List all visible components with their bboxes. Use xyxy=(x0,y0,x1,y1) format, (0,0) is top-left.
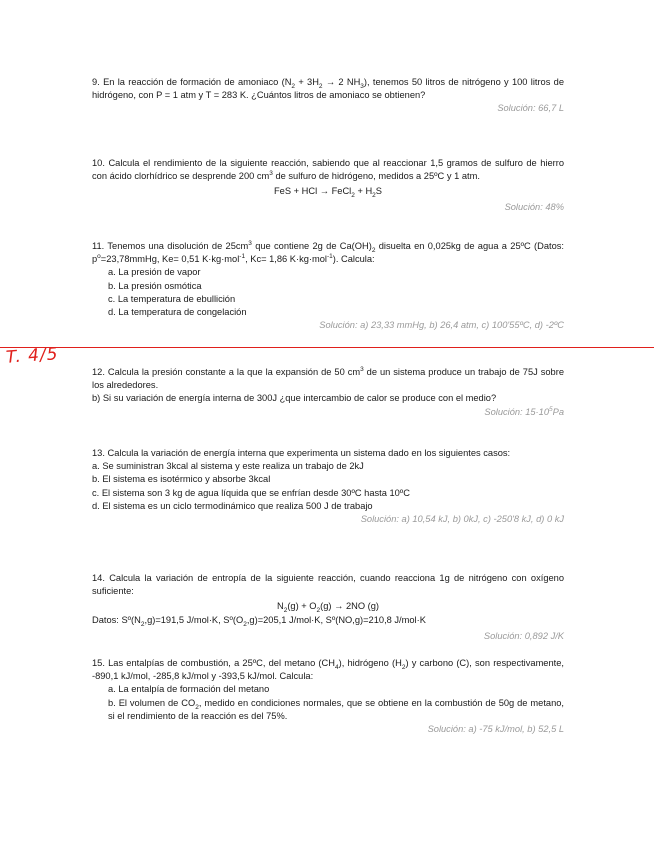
option-list xyxy=(92,683,564,723)
problem-text: 14. Calcula la variación de entropía de la siguiente reacción, cuando reacciona 1g de nitrógeno con oxígeno suficiente: xyxy=(92,573,564,597)
solution: Solución: a) -75 kJ/mol, b) 52,5 L xyxy=(427,724,564,735)
option-item: b. El sistema es isotérmico y absorbe 3kcal xyxy=(92,474,271,485)
red-divider-line xyxy=(0,347,654,348)
option-item: b. La presión osmótica xyxy=(108,280,202,291)
option-item: c. La temperatura de ebullición xyxy=(108,293,236,304)
reaction-equation: FeS + HCl → FeCl$_2$ + $H_2S$ xyxy=(274,186,382,200)
problem-text: 10. Calcula el rendimiento de la siguiente reacción, sabiendo que al reaccionar 1,5 gramos de sulfuro de hierro con ácido clorhídrico se desprende 200 $cm^3$ de sulfuro de hidrógeno, medidos a 25ºC y 1 atm. xyxy=(92,158,564,182)
problem-text: 11. Tenemos una disolución de $25cm^3$ que contiene 2g de $Ca(OH)_2$ disuelta en 0,025kg de agua a 25ºC (Datos: $p^o=23,78mmHg$, Ke= 0,51 K·kg·mol$^{-1}$, Kc= 1,86 K·kg·mol$^{-1}$). Calcula: xyxy=(92,239,565,265)
option-item: c. El sistema son 3 kg de agua líquida que se enfrían desde 30ºC hasta 10ºC xyxy=(92,487,410,498)
solution: Solución: 0,892 J/K xyxy=(483,630,564,641)
solution: Solución: a) 23,33 mmHg, b) 26,4 atm, c) 100'55ºC, d) -2ºC xyxy=(319,320,564,331)
solution: Solución: $15\cdot 10^5Pa$ xyxy=(484,405,564,417)
solution: Solución: 48% xyxy=(504,201,564,212)
problem-10 xyxy=(92,157,564,214)
problem-text: 15. Las entalpías de combustión, a 25ºC, del metano $(CH_4)$, hidrógeno $(H_2)$ y carbono (C), son respectivamente, -890,1 kJ/mol, -285,8 kJ/mol y -393,5 kJ/mol. Calcula: xyxy=(92,658,564,682)
reaction-equation: $N_2(g) + O_2(g) \to 2NO$ (g) xyxy=(276,601,380,615)
problem-text: 13. Calcula la variación de energía interna que experimenta un sistema dado en los siguientes casos: xyxy=(92,448,511,458)
solution: Solución: a) 10,54 kJ, b) 0kJ, c) -250'8 kJ, d) 0 kJ xyxy=(360,514,564,525)
handwritten-margin-note: T. 4/5 xyxy=(5,344,60,368)
option-item: a. La presión de vapor xyxy=(108,267,201,278)
problem-9 xyxy=(92,76,564,116)
problem-text: 9. En la reacción de formación de amoniaco ($N_2 + 3H_2 \to 2$ $NH_3$), tenemos 50 litros de nitrógeno y 100 litros de hidrógeno, con P = 1 atm y T = 283 K. ¿Cuántos litros de amoniaco se obtienen? xyxy=(92,77,565,101)
option-item: a. La entalpía de formación del metano xyxy=(108,684,270,695)
problem-13 xyxy=(92,447,564,526)
option-list xyxy=(92,266,564,319)
problem-12 xyxy=(92,366,564,419)
problem-15 xyxy=(92,657,564,736)
solution: Solución: 66,7 L xyxy=(497,103,564,114)
option-item: d. La temperatura de congelación xyxy=(108,307,247,318)
option-list xyxy=(92,460,564,513)
problem-14 xyxy=(92,572,564,643)
option-item: a. Se suministran 3kcal al sistema y este realiza un trabajo de 2kJ xyxy=(92,461,364,472)
problem-11 xyxy=(92,240,564,332)
problem-text: 12. Calcula la presión constante a la que la expansión de 50 $cm^3$ de un sistema produce un trabajo de 75J sobre los alrededores. xyxy=(92,365,564,391)
problem-data: Datos: $Sº(N_2,g)=191,5$ J/mol·K, $Sº(O_2,g)=205,1$ J/mol·K, Sº(NO,g)=210,8 J/mol·K xyxy=(92,614,426,628)
option-item: b. El volumen de $CO_2$, medido en condiciones normales, que se obtiene en la combustión de 50g de metano, si el rendimiento de la reacción es del 75%. xyxy=(108,697,565,721)
problem-subquestion: b) Si su variación de energía interna de 300J ¿que intercambio de calor se produce con el medio? xyxy=(92,393,497,404)
option-item: d. El sistema es un ciclo termodinámico que realiza 500 J de trabajo xyxy=(92,500,373,511)
